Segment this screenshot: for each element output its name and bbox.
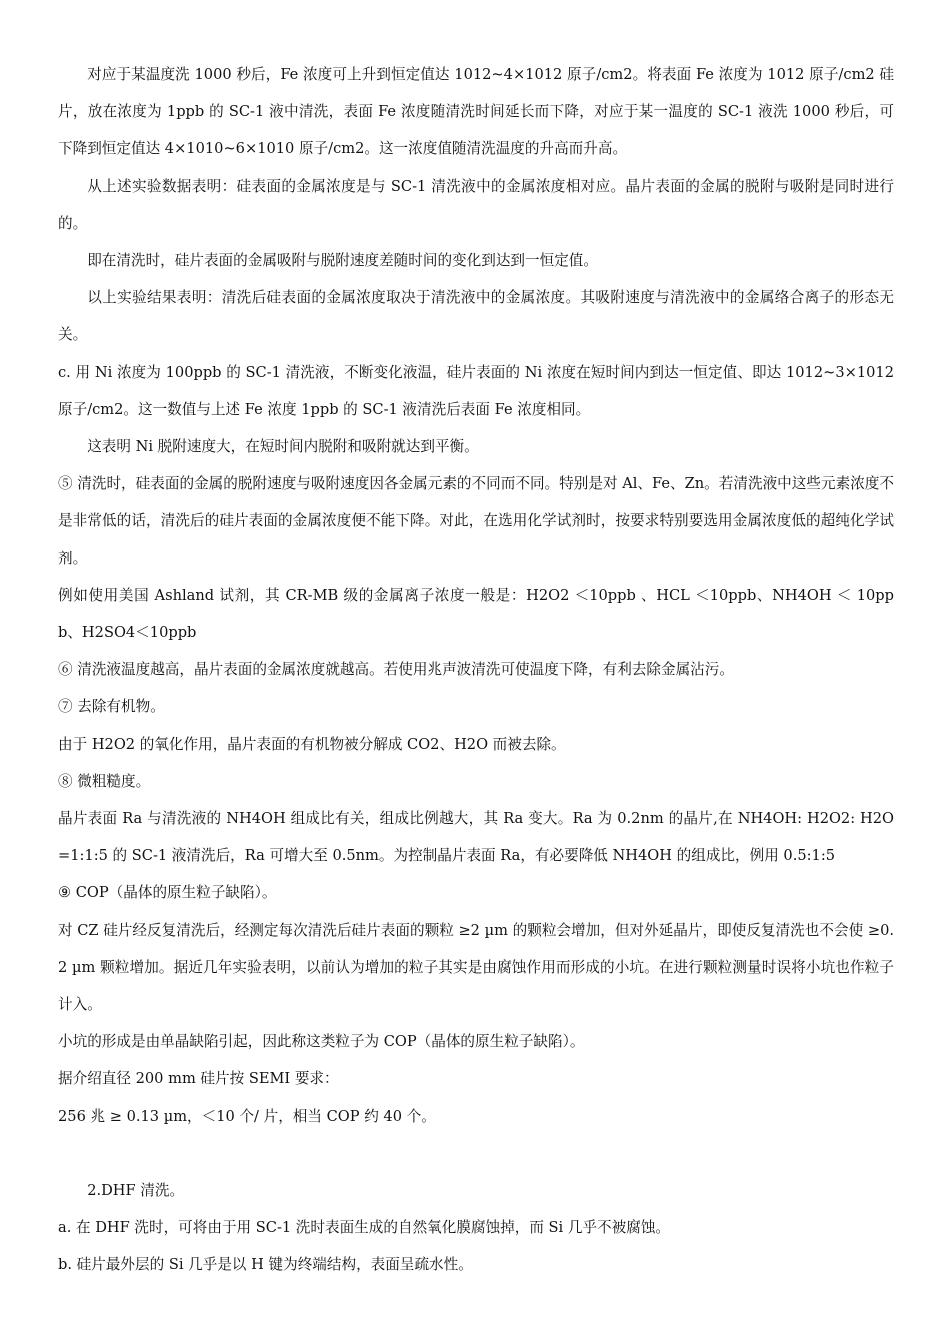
paragraph-organic-removal: 由于 H2O2 的氧化作用，晶片表面的有机物被分解成 CO2、H2O 而被去除。 bbox=[58, 735, 566, 753]
paragraph-fe-concentration: 对应于某温度洗 1000 秒后，Fe 浓度可上升到恒定值达 1012~4×1012 原子/cm2。将表面 Fe 浓度为 1012 原子/cm2 硅片，放在浓度为 1ppb 的 SC-1 液中清洗，表面 Fe 浓度随清洗时间延长而下降，对应于某一温度的 SC-1 液洗 1000 秒后，可下降到恒定值达 4×1010~6×1010 原子/cm2。这一浓度值随清洗温度的升高而升高。 bbox=[58, 66, 894, 158]
blank-line bbox=[58, 1135, 894, 1172]
paragraph-dhf-b: b. 硅片最外层的 Si 几乎是以 H 键为终端结构，表面呈疏水性。 bbox=[58, 1256, 473, 1274]
paragraph-item-5: ⑤ 清洗时，硅表面的金属的脱附速度与吸附速度因各金属元素的不同而不同。特别是对 Al、Fe、Zn。若清洗液中这些元素浓度不是非常低的话，清洗后的硅片表面的金属浓度便不能下降。对此，在选用化学试剂时，按要求特别要选用金属浓度低的超纯化学试剂。 bbox=[58, 475, 894, 567]
paragraph-semi-requirement: 据介绍直径 200 mm 硅片按 SEMI 要求： bbox=[58, 1070, 339, 1088]
paragraph-item-9: ⑨ COP（晶体的原生粒子缺陷）。 bbox=[58, 884, 277, 902]
paragraph-item-8: ⑧ 微粗糙度。 bbox=[58, 772, 151, 790]
paragraph-rate-difference: 即在清洗时，硅片表面的金属吸附与脱附速度差随时间的变化到达到一恒定值。 bbox=[87, 252, 598, 270]
paragraph-item-6: ⑥ 清洗液温度越高，晶片表面的金属浓度就越高。若使用兆声波清洗可使温度下降，有利去除金属沾污。 bbox=[58, 661, 734, 679]
paragraph-ni-desorption: 这表明 Ni 脱附速度大，在短时间内脱附和吸附就达到平衡。 bbox=[87, 438, 479, 456]
paragraph-cop-definition: 小坑的形成是由单晶缺陷引起，因此称这类粒子为 COP（晶体的原生粒子缺陷）。 bbox=[58, 1033, 585, 1051]
paragraph-experiment-result: 以上实验结果表明：清洗后硅表面的金属浓度取决于清洗液中的金属浓度。其吸附速度与清洗液中的金属络合离子的形态无关。 bbox=[58, 289, 894, 344]
paragraph-metal-adsorption: 从上述实验数据表明：硅表面的金属浓度是与 SC-1 清洗液中的金属浓度相对应。晶片表面的金属的脱附与吸附是同时进行的。 bbox=[58, 177, 894, 232]
document-page bbox=[58, 56, 894, 1284]
paragraph-cz-wafer: 对 CZ 硅片经反复清洗后，经测定每次清洗后硅片表面的颗粒 ≥2 µm 的颗粒会增加，但对外延晶片，即使反复清洗也不会使 ≥0.2 µm 颗粒增加。据近几年实验表明，以前认为增加的粒子其实是由腐蚀作用而形成的小坑。在进行颗粒测量时误将小坑也作粒子计入。 bbox=[58, 921, 894, 1014]
paragraph-dhf-a: a. 在 DHF 洗时，可将由于用 SC-1 洗时表面生成的自然氧化膜腐蚀掉，而 Si 几乎不被腐蚀。 bbox=[58, 1219, 671, 1237]
paragraph-ashland-reagent: 例如使用美国 Ashland 试剂，其 CR-MB 级的金属离子浓度一般是：H2O2 ＜10ppb 、HCL ＜10ppb、NH4OH ＜ 10ppb、H2SO4＜10ppb bbox=[58, 586, 894, 642]
paragraph-cop-count: 256 兆 ≥ 0.13 µm，＜10 个/ 片，相当 COP 约 40 个。 bbox=[58, 1107, 436, 1125]
paragraph-roughness: 晶片表面 Ra 与清洗液的 NH4OH 组成比有关，组成比例越大，其 Ra 变大。Ra 为 0.2nm 的晶片,在 NH4OH: H2O2: H2O =1:1:5 的 SC-1 液清洗后，Ra 可增大至 0.5nm。为控制晶片表面 Ra，有必要降低 NH4OH 的组成比，例用 0.5:1:5 bbox=[58, 810, 894, 865]
section-heading-dhf: 2.DHF 清洗。 bbox=[87, 1182, 185, 1200]
paragraph-ni-concentration: c. 用 Ni 浓度为 100ppb 的 SC-1 清洗液，不断变化液温，硅片表面的 Ni 浓度在短时间内到达一恒定值、即达 1012~3×1012 原子/cm2。这一数值与上述 Fe 浓度 1ppb 的 SC-1 液清洗后表面 Fe 浓度相同。 bbox=[58, 363, 894, 418]
paragraph-item-7: ⑦ 去除有机物。 bbox=[58, 698, 165, 716]
